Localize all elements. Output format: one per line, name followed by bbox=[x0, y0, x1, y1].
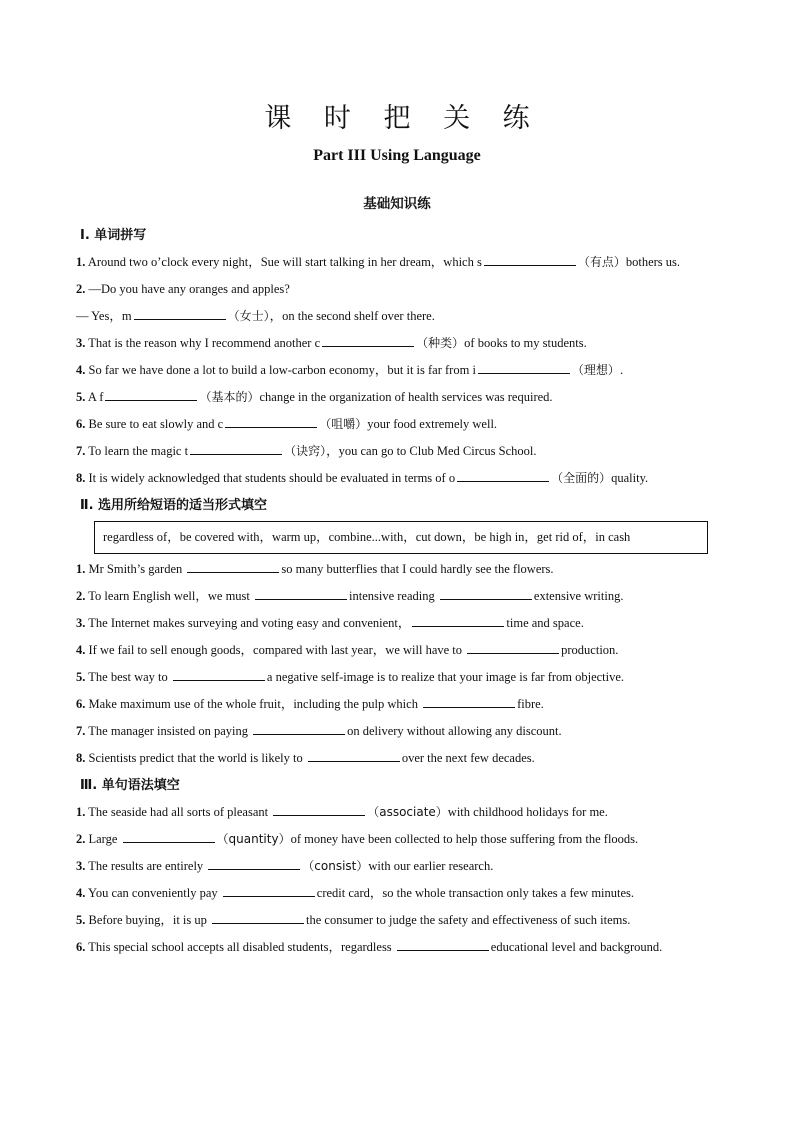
item-text: So far we have done a lot to build a low-carbon economy，but it is far from bbox=[88, 363, 473, 377]
section-3-heading: Ⅲ. 单句语法填空 bbox=[80, 778, 180, 793]
chinese-hint: （全面的） bbox=[551, 471, 612, 485]
letter-hint: o bbox=[448, 471, 456, 485]
item-number: 8. bbox=[76, 471, 86, 485]
item-text-end: change in the organization of health services was required. bbox=[259, 390, 553, 404]
letter-hint: f bbox=[99, 390, 104, 404]
s3-item-3 bbox=[76, 853, 721, 880]
item-number: 5. bbox=[76, 390, 86, 404]
item-text-end: fibre. bbox=[517, 697, 544, 711]
item-text-end: quality. bbox=[611, 471, 649, 485]
item-text-end: so many butterflies that I could hardly see the flowers. bbox=[281, 562, 554, 576]
answer-blank[interactable] bbox=[123, 828, 215, 843]
item-text: The seaside had all sorts of pleasant bbox=[88, 805, 272, 819]
item-text: — Yes， bbox=[76, 309, 122, 323]
item-number: 1. bbox=[76, 255, 86, 269]
item-text-end: of money have been collected to help those suffering from the floods. bbox=[290, 832, 639, 846]
answer-blank[interactable] bbox=[190, 440, 282, 455]
item-number: 4. bbox=[76, 643, 86, 657]
item-text: That is the reason why I recommend another bbox=[88, 336, 315, 350]
s2-item-1 bbox=[76, 556, 721, 583]
item-number: 2. bbox=[76, 832, 86, 846]
answer-blank[interactable] bbox=[255, 585, 347, 600]
item-text-end: time and space. bbox=[506, 616, 584, 630]
item-number: 6. bbox=[76, 940, 86, 954]
s2-item-6 bbox=[76, 691, 721, 718]
item-text: Around two o’clock every night，Sue will start talking in her dream，which bbox=[87, 255, 477, 269]
item-text-end: with our earlier research. bbox=[368, 859, 494, 873]
item-number: 1. bbox=[76, 805, 86, 819]
answer-blank-2[interactable] bbox=[440, 585, 532, 600]
s2-item-7 bbox=[76, 718, 721, 745]
item-text: This special school accepts all disabled students，regardless bbox=[88, 940, 395, 954]
item-text-end: with childhood holidays for me. bbox=[447, 805, 608, 819]
answer-blank[interactable] bbox=[223, 882, 315, 897]
letter-hint: c bbox=[217, 417, 224, 431]
item-text: The manager insisted on paying bbox=[88, 724, 252, 738]
item-text: The best way to bbox=[88, 670, 171, 684]
chinese-hint: （理想） bbox=[571, 363, 620, 377]
answer-blank[interactable] bbox=[308, 747, 400, 762]
item-text: The results are entirely bbox=[88, 859, 207, 873]
item-number: 7. bbox=[76, 724, 86, 738]
answer-blank[interactable] bbox=[484, 251, 576, 266]
letter-hint: m bbox=[121, 309, 132, 323]
item-text-end: the consumer to judge the safety and effectiveness of such items. bbox=[306, 913, 631, 927]
s2-item-3 bbox=[76, 610, 721, 637]
s1-item-5 bbox=[76, 384, 721, 411]
s1-item-1 bbox=[76, 249, 721, 276]
answer-blank[interactable] bbox=[187, 558, 279, 573]
word-hint: （quantity） bbox=[216, 832, 291, 846]
item-text-end: on delivery without allowing any discount. bbox=[347, 724, 562, 738]
item-number: 3. bbox=[76, 859, 86, 873]
item-number: 8. bbox=[76, 751, 86, 765]
s3-item-1 bbox=[76, 799, 721, 826]
s3-item-2 bbox=[76, 826, 721, 853]
item-number: 6. bbox=[76, 697, 86, 711]
item-text-end: production. bbox=[561, 643, 619, 657]
word-hint: （consist） bbox=[302, 859, 369, 873]
answer-blank[interactable] bbox=[208, 855, 300, 870]
item-text: Large bbox=[88, 832, 121, 846]
s3-item-6 bbox=[76, 934, 721, 961]
answer-blank[interactable] bbox=[412, 612, 504, 627]
s1-item-6 bbox=[76, 411, 721, 438]
item-text-end: of books to my students. bbox=[464, 336, 587, 350]
answer-blank[interactable] bbox=[397, 936, 489, 951]
chinese-hint: （种类） bbox=[416, 336, 465, 350]
s1-item-2b bbox=[76, 303, 721, 330]
item-text: To learn the magic bbox=[88, 444, 185, 458]
section-2-heading: Ⅱ. 选用所给短语的适当形式填空 bbox=[80, 498, 268, 513]
item-number: 1. bbox=[76, 562, 86, 576]
item-number: 7. bbox=[76, 444, 86, 458]
chinese-hint: （基本的） bbox=[199, 390, 260, 404]
item-text: —Do you have any oranges and apples? bbox=[88, 282, 290, 296]
item-text-end: ，you can go to Club Med Circus School. bbox=[326, 444, 537, 458]
item-text-end: educational level and background. bbox=[490, 940, 663, 954]
item-number: 4. bbox=[76, 886, 86, 900]
chinese-hint: （咀嚼） bbox=[319, 417, 368, 431]
item-text-end: a negative self-image is to realize that your image is far from objective. bbox=[266, 670, 625, 684]
item-text: The Internet makes surveying and voting easy and convenient， bbox=[88, 616, 411, 630]
item-text-end: . bbox=[619, 363, 624, 377]
answer-blank[interactable] bbox=[225, 413, 317, 428]
answer-blank[interactable] bbox=[273, 801, 365, 816]
item-text: A bbox=[87, 390, 100, 404]
answer-blank[interactable] bbox=[423, 693, 515, 708]
s1-item-2 bbox=[76, 276, 721, 303]
s3-item-5 bbox=[76, 907, 721, 934]
item-text: Before buying，it is up bbox=[88, 913, 211, 927]
page-subtitle: Part III Using Language bbox=[313, 147, 481, 164]
s2-item-4 bbox=[76, 637, 721, 664]
answer-blank[interactable] bbox=[173, 666, 265, 681]
exercise-content bbox=[76, 222, 721, 961]
chinese-hint: （诀窍） bbox=[284, 444, 327, 458]
item-text: It is widely acknowledged that students should be evaluated in terms of bbox=[88, 471, 449, 485]
item-text: To learn English well，we must bbox=[88, 589, 254, 603]
item-text: Scientists predict that the world is likely to bbox=[88, 751, 306, 765]
item-text-end: your food extremely well. bbox=[367, 417, 498, 431]
s1-item-4 bbox=[76, 357, 721, 384]
item-text: Be sure to eat slowly and bbox=[88, 417, 218, 431]
page-title: 课 时 把 关 练 bbox=[264, 103, 542, 134]
item-number: 5. bbox=[76, 670, 86, 684]
item-number: 3. bbox=[76, 616, 86, 630]
answer-blank[interactable] bbox=[134, 305, 226, 320]
answer-blank[interactable] bbox=[105, 386, 197, 401]
item-text-end: ，on the second shelf over there. bbox=[269, 309, 435, 323]
item-text: If we fail to sell enough goods，compared with last year，we will have to bbox=[88, 643, 466, 657]
s1-item-7 bbox=[76, 438, 721, 465]
section-1-heading: Ⅰ. 单词拼写 bbox=[80, 228, 147, 243]
letter-hint: c bbox=[314, 336, 321, 350]
s2-item-5 bbox=[76, 664, 721, 691]
item-text-end: credit card，so the whole transaction only takes a few minutes. bbox=[316, 886, 635, 900]
answer-blank[interactable] bbox=[322, 332, 414, 347]
item-text-end: over the next few decades. bbox=[401, 751, 535, 765]
item-text: You can conveniently pay bbox=[88, 886, 221, 900]
letter-hint: i bbox=[472, 363, 476, 377]
item-text: Make maximum use of the whole fruit，including the pulp which bbox=[88, 697, 422, 711]
s1-item-8 bbox=[76, 465, 721, 492]
item-number: 3. bbox=[76, 336, 86, 350]
answer-blank[interactable] bbox=[212, 909, 304, 924]
word-hint: （associate） bbox=[367, 805, 448, 819]
item-number: 6. bbox=[76, 417, 86, 431]
answer-blank[interactable] bbox=[478, 359, 570, 374]
item-text-mid: intensive reading bbox=[349, 589, 438, 603]
item-number: 2. bbox=[76, 589, 86, 603]
item-number: 4. bbox=[76, 363, 86, 377]
level-title: 基础知识练 bbox=[363, 196, 431, 212]
answer-blank[interactable] bbox=[467, 639, 559, 654]
s2-item-2 bbox=[76, 583, 721, 610]
s1-item-3 bbox=[76, 330, 721, 357]
item-number: 5. bbox=[76, 913, 86, 927]
s2-item-8 bbox=[76, 745, 721, 772]
item-text: Mr Smith’s garden bbox=[88, 562, 186, 576]
answer-blank[interactable] bbox=[457, 467, 549, 482]
item-text-end: extensive writing. bbox=[533, 589, 624, 603]
chinese-hint: （有点） bbox=[577, 255, 626, 269]
letter-hint: t bbox=[184, 444, 189, 458]
letter-hint: s bbox=[476, 255, 482, 269]
item-text-end: bothers us. bbox=[625, 255, 681, 269]
phrase-bank-box: regardless of，be covered with，warm up，combine...with，cut down，be high in，get rid of，in cash bbox=[94, 521, 708, 554]
chinese-hint: （女士） bbox=[227, 309, 270, 323]
answer-blank[interactable] bbox=[253, 720, 345, 735]
s3-item-4 bbox=[76, 880, 721, 907]
item-number: 2. bbox=[76, 282, 86, 296]
